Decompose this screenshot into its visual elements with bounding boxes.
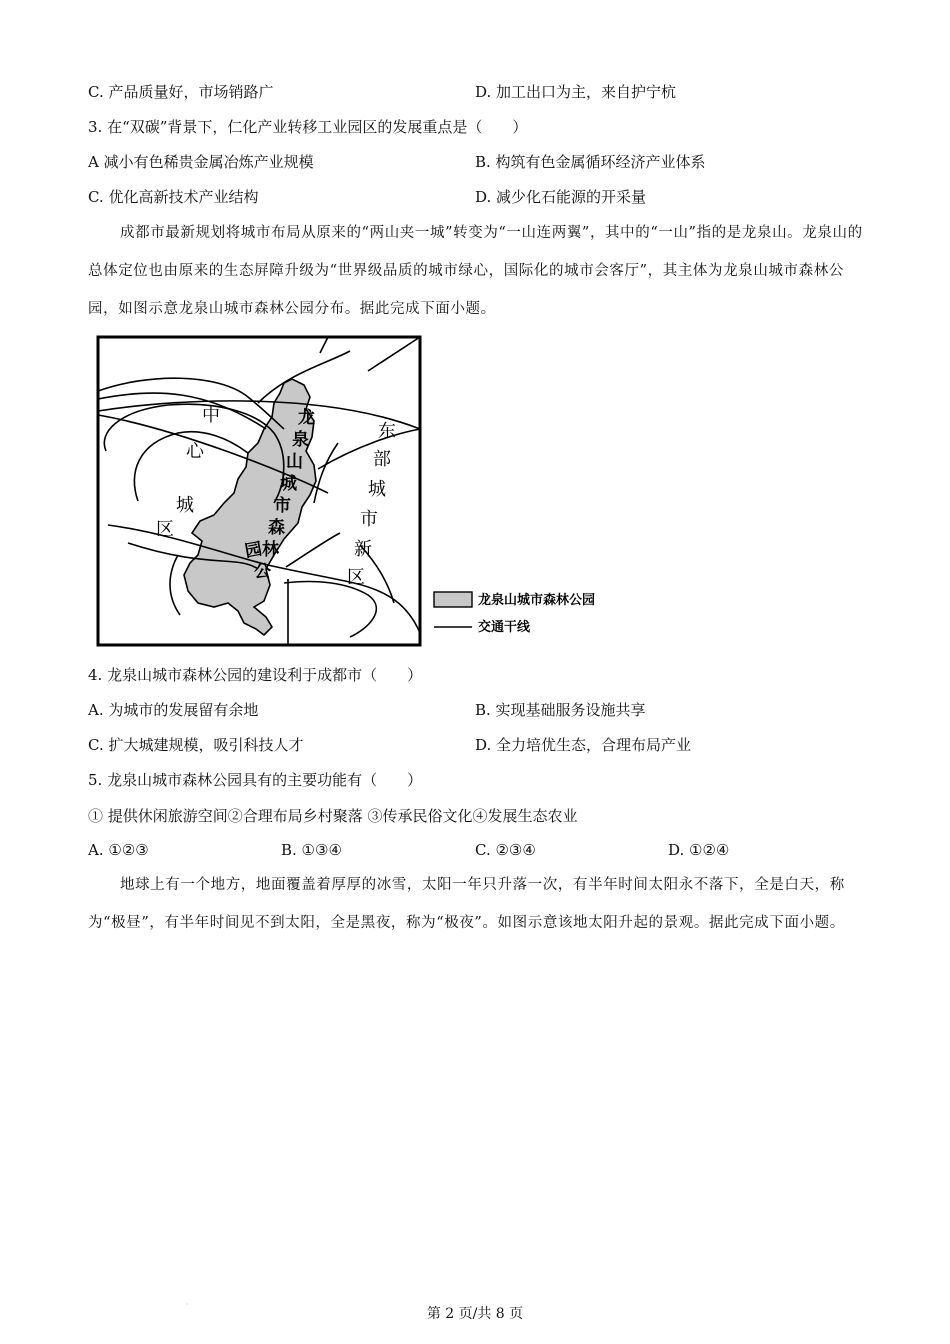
east-label-6: 区 bbox=[347, 567, 365, 587]
q5-option-b: B. ①③④ bbox=[281, 841, 342, 859]
center-label-3: 城 bbox=[176, 495, 194, 515]
q5-option-d: D. ①②④ bbox=[668, 841, 730, 859]
q2-option-c: C. 产品质量好，市场销路广 bbox=[88, 83, 274, 101]
legend-park-swatch bbox=[434, 592, 472, 607]
east-label-1: 东 bbox=[378, 421, 396, 441]
center-label-2: 心 bbox=[186, 441, 204, 461]
park-label-7: 林 bbox=[262, 540, 279, 559]
q4-option-c: C. 扩大城建规模，吸引科技人才 bbox=[88, 736, 304, 754]
park-label-4: 城 bbox=[280, 474, 297, 493]
q3-option-b: B. 构筑有色金属循环经济产业体系 bbox=[475, 153, 706, 171]
q4-stem: 4. 龙泉山城市森林公园的建设利于成都市（ ） bbox=[88, 666, 423, 684]
east-label-5: 新 bbox=[354, 539, 372, 559]
q4-option-a: A. 为城市的发展留有余地 bbox=[88, 701, 259, 719]
longquan-park-map bbox=[88, 333, 628, 651]
q5-items: ① 提供休闲旅游空间②合理布局乡村聚落 ③传承民俗文化④发展生态农业 bbox=[88, 807, 578, 825]
q4-option-d: D. 全力培优生态，合理布局产业 bbox=[475, 736, 692, 754]
center-label-1: 中 bbox=[202, 405, 220, 425]
center-label-4: 区 bbox=[156, 519, 174, 539]
park-label-2: 泉 bbox=[292, 430, 309, 449]
east-label-2: 部 bbox=[373, 449, 391, 469]
q5-option-c: C. ②③④ bbox=[475, 841, 536, 859]
legend-road-label: 交通干线 bbox=[478, 619, 531, 634]
q2-option-d: D. 加工出口为主，来自护宁杭 bbox=[475, 83, 677, 101]
park-label-1: 龙 bbox=[298, 408, 315, 427]
page-footer: 第 2 页/共 8 页 bbox=[426, 1306, 524, 1322]
q5-stem: 5. 龙泉山城市森林公园具有的主要功能有（ ） bbox=[88, 771, 423, 789]
park-label-5: 市 bbox=[274, 496, 291, 515]
park-label-8: 公 bbox=[254, 562, 271, 581]
east-label-3: 城 bbox=[368, 479, 386, 499]
q3-option-a: A 减小有色稀贵金属冶炼产业规模 bbox=[88, 153, 314, 171]
q4-option-b: B. 实现基础服务设施共享 bbox=[475, 701, 646, 719]
park-label-6: 森 bbox=[268, 518, 285, 537]
park-label-3: 山 bbox=[286, 452, 303, 471]
q3-stem: 3. 在“双碳”背景下，仁化产业转移工业园区的发展重点是（ ） bbox=[88, 118, 528, 136]
legend-park-label: 龙泉山城市森林公园 bbox=[478, 592, 596, 607]
passage-polar: 地球上有一个地方，地面覆盖着厚厚的冰雪，太阳一年只升落一次，有半年时间太阳永不落下，全是白天，称为“极昼”，有半年时间见不到太阳，全是黑夜，称为“极夜”。如图示意该地太阳升起的景观。据此完成下面小题。 bbox=[88, 877, 845, 931]
q3-option-c: C. 优化高新技术产业结构 bbox=[88, 188, 259, 206]
q3-option-d: D. 减少化石能源的开采量 bbox=[475, 188, 647, 206]
passage-longquan: 成都市最新规划将城市布局从原来的“两山夹一城”转变为“一山连两翼”，其中的“一山”指的是龙泉山。龙泉山的总体定位也由原来的生态屏障升级为“世界级品质的城市绿心，国际化的城市会客厅”，其主体为龙泉山城市森林公园，如图示意龙泉山城市森林公园分布。据此完成下面小题。 bbox=[88, 225, 863, 317]
q5-option-a: A. ①②③ bbox=[88, 841, 149, 859]
park-label-9: 园 bbox=[243, 539, 264, 561]
east-label-4: 市 bbox=[360, 509, 378, 529]
scan-dot: · bbox=[186, 1300, 189, 1309]
